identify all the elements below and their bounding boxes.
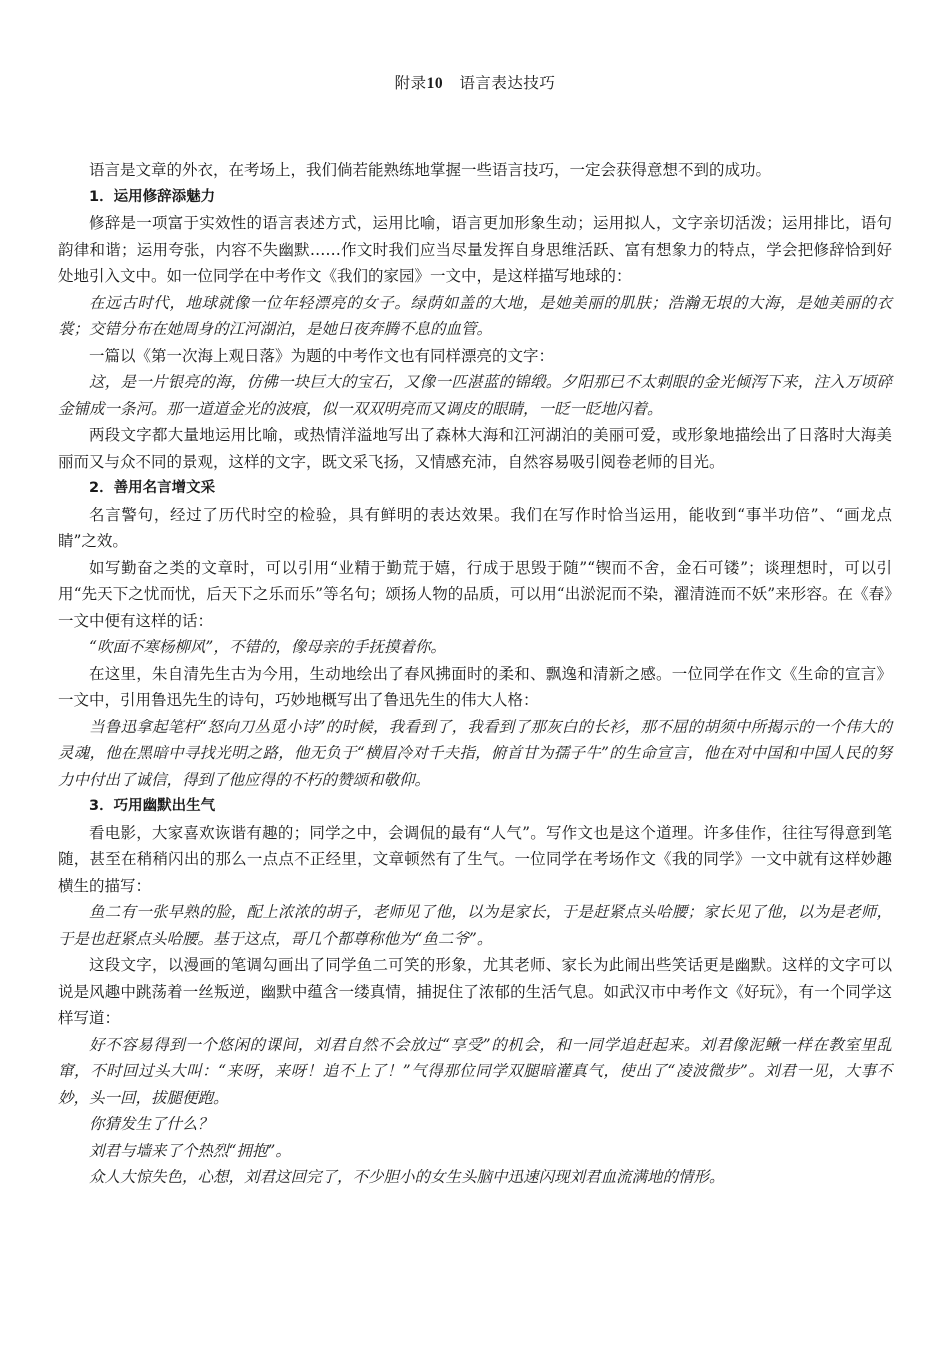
quoted-excerpt: 在远古时代，地球就像一位年轻漂亮的女子。绿荫如盖的大地，是她美丽的肌肤；浩瀚无垠的大海，是她美丽的衣裳；交错分布在她周身的江河湖泊，是她日夜奔腾不息的血管。: [58, 293, 892, 338]
title-number: 10: [426, 75, 444, 92]
title-text: 语言表达技巧: [459, 74, 556, 92]
quoted-excerpt: “吹面不寒杨柳风”，不错的，像母亲的手抚摸着你。: [89, 638, 446, 656]
quoted-excerpt: 刘君与墙来了个热烈“拥抱”。: [89, 1141, 291, 1160]
quoted-excerpt: 你猜发生了什么？: [89, 1115, 214, 1133]
quoted-excerpt: 鱼二有一张早熟的脸，配上浓浓的胡子，老师见了他，以为是家长，于是赶紧点头哈腰；家长见了他，以为是老师，于是也赶紧点头哈腰。基于这点，哥几个都尊称他为“鱼二爷”。: [58, 903, 892, 948]
document-body: [58, 157, 892, 1191]
paragraph: 如写勤奋之类的文章时，可以引用“业精于勤荒于嬉，行成于思毁于随”“锲而不舍，金石可镂”；谈理想时，可以引用“先天下之忧而忧，后天下之乐而乐”等名句；颂扬人物的品质，可以用“出淤泥而不染，濯清涟而不妖”来形容。在《春》一文中便有这样的话：: [58, 558, 892, 630]
section-heading: 3．巧用幽默出生气: [89, 798, 216, 814]
paragraph: 这段文字，以漫画的笔调勾画出了同学鱼二可笑的形象，尤其老师、家长为此闹出些笑话更是幽默。这样的文字可以说是风趣中跳荡着一丝叛逆，幽默中蕴含一缕真情，捕捉住了浓郁的生活气息。如武汉市中考作文《好玩》，有一个同学这样写道：: [58, 956, 892, 1027]
section-heading: 1．运用修辞添魅力: [89, 188, 216, 205]
paragraph: 看电影，大家喜欢诙谐有趣的；同学之中，会调侃的最有“人气”。写作文也是这个道理。许多佳作，往往写得意到笔随，甚至在稍稍闪出的那么一点点不正经里，文章顿然有了生气。一位同学在考场作文《我的同学》一文中就有这样妙趣横生的描写：: [58, 823, 892, 895]
paragraph: 在这里，朱自清先生古为今用，生动地绘出了春风拂面时的柔和、飘逸和清新之感。一位同学在作文《生命的宣言》一文中，引用鲁迅先生的诗句，巧妙地概写出了鲁迅先生的伟大人格：: [58, 664, 892, 709]
quoted-excerpt: 这，是一片银亮的海，仿佛一块巨大的宝石，又像一匹湛蓝的锦缎。夕阳那已不太刺眼的金光倾泻下来，注入万顷碎金铺成一条河。那一道道金光的波痕，似一双双明亮而又调皮的眼睛，一眨一眨地闪着。: [58, 373, 892, 418]
paragraph: 名言警句，经过了历代时空的检验，具有鲜明的表达效果。我们在写作时恰当运用，能收到“事半功倍”、“画龙点睛”之效。: [58, 505, 892, 550]
title-prefix: 附录: [394, 74, 427, 92]
paragraph: 修辞是一项富于实效性的语言表述方式，运用比喻，语言更加形象生动；运用拟人，文字亲切活泼；运用排比，语句韵律和谐；运用夸张，内容不失幽默……作文时我们应当尽量发挥自身思维活跃、富有想象力的特点，学会把修辞恰到好处地引入文中。如一位同学在中考作文《我们的家园》一文中，是这样描写地球的：: [58, 214, 892, 285]
quoted-excerpt: 众人大惊失色，心想，刘君这回完了，不少胆小的女生头脑中迅速闪现刘君血流满地的情形。: [89, 1168, 725, 1186]
page-title: [58, 70, 892, 98]
paragraph: 语言是文章的外衣，在考场上，我们倘若能熟练地掌握一些语言技巧，一定会获得意想不到的成功。: [89, 161, 772, 179]
quoted-excerpt: 好不容易得到一个悠闲的课间，刘君自然不会放过“享受”的机会，和一同学追赶起来。刘君像泥鳅一样在教室里乱窜，不时回过头大叫：“来呀，来呀！追不上了！”气得那位同学双腿暗灌真气，使出了“凌波微步”。刘君一见，大事不妙，头一回，拔腿便跑。: [58, 1035, 892, 1107]
quoted-excerpt: 当鲁迅拿起笔杆“怒向刀丛觅小诗”的时候，我看到了，我看到了那灰白的长衫，那不屈的胡须中所揭示的一个伟大的灵魂，他在黑暗中寻找光明之路，他无负于“横眉冷对千夫指，俯首甘为孺子牛”的生命宣言，他在对中国和中国人民的努力中付出了诚信，得到了他应得的不朽的赞颂和敬仰。: [58, 717, 892, 789]
section-heading: 2．善用名言增文采: [89, 480, 216, 496]
paragraph: 两段文字都大量地运用比喻，或热情洋溢地写出了森林大海和江河湖泊的美丽可爱，或形象地描绘出了日落时大海美丽而又与众不同的景观，这样的文字，既文采飞扬，又情感充沛，自然容易吸引阅卷老师的目光。: [58, 426, 892, 471]
paragraph: 一篇以《第一次海上观日落》为题的中考作文也有同样漂亮的文字：: [89, 346, 555, 365]
